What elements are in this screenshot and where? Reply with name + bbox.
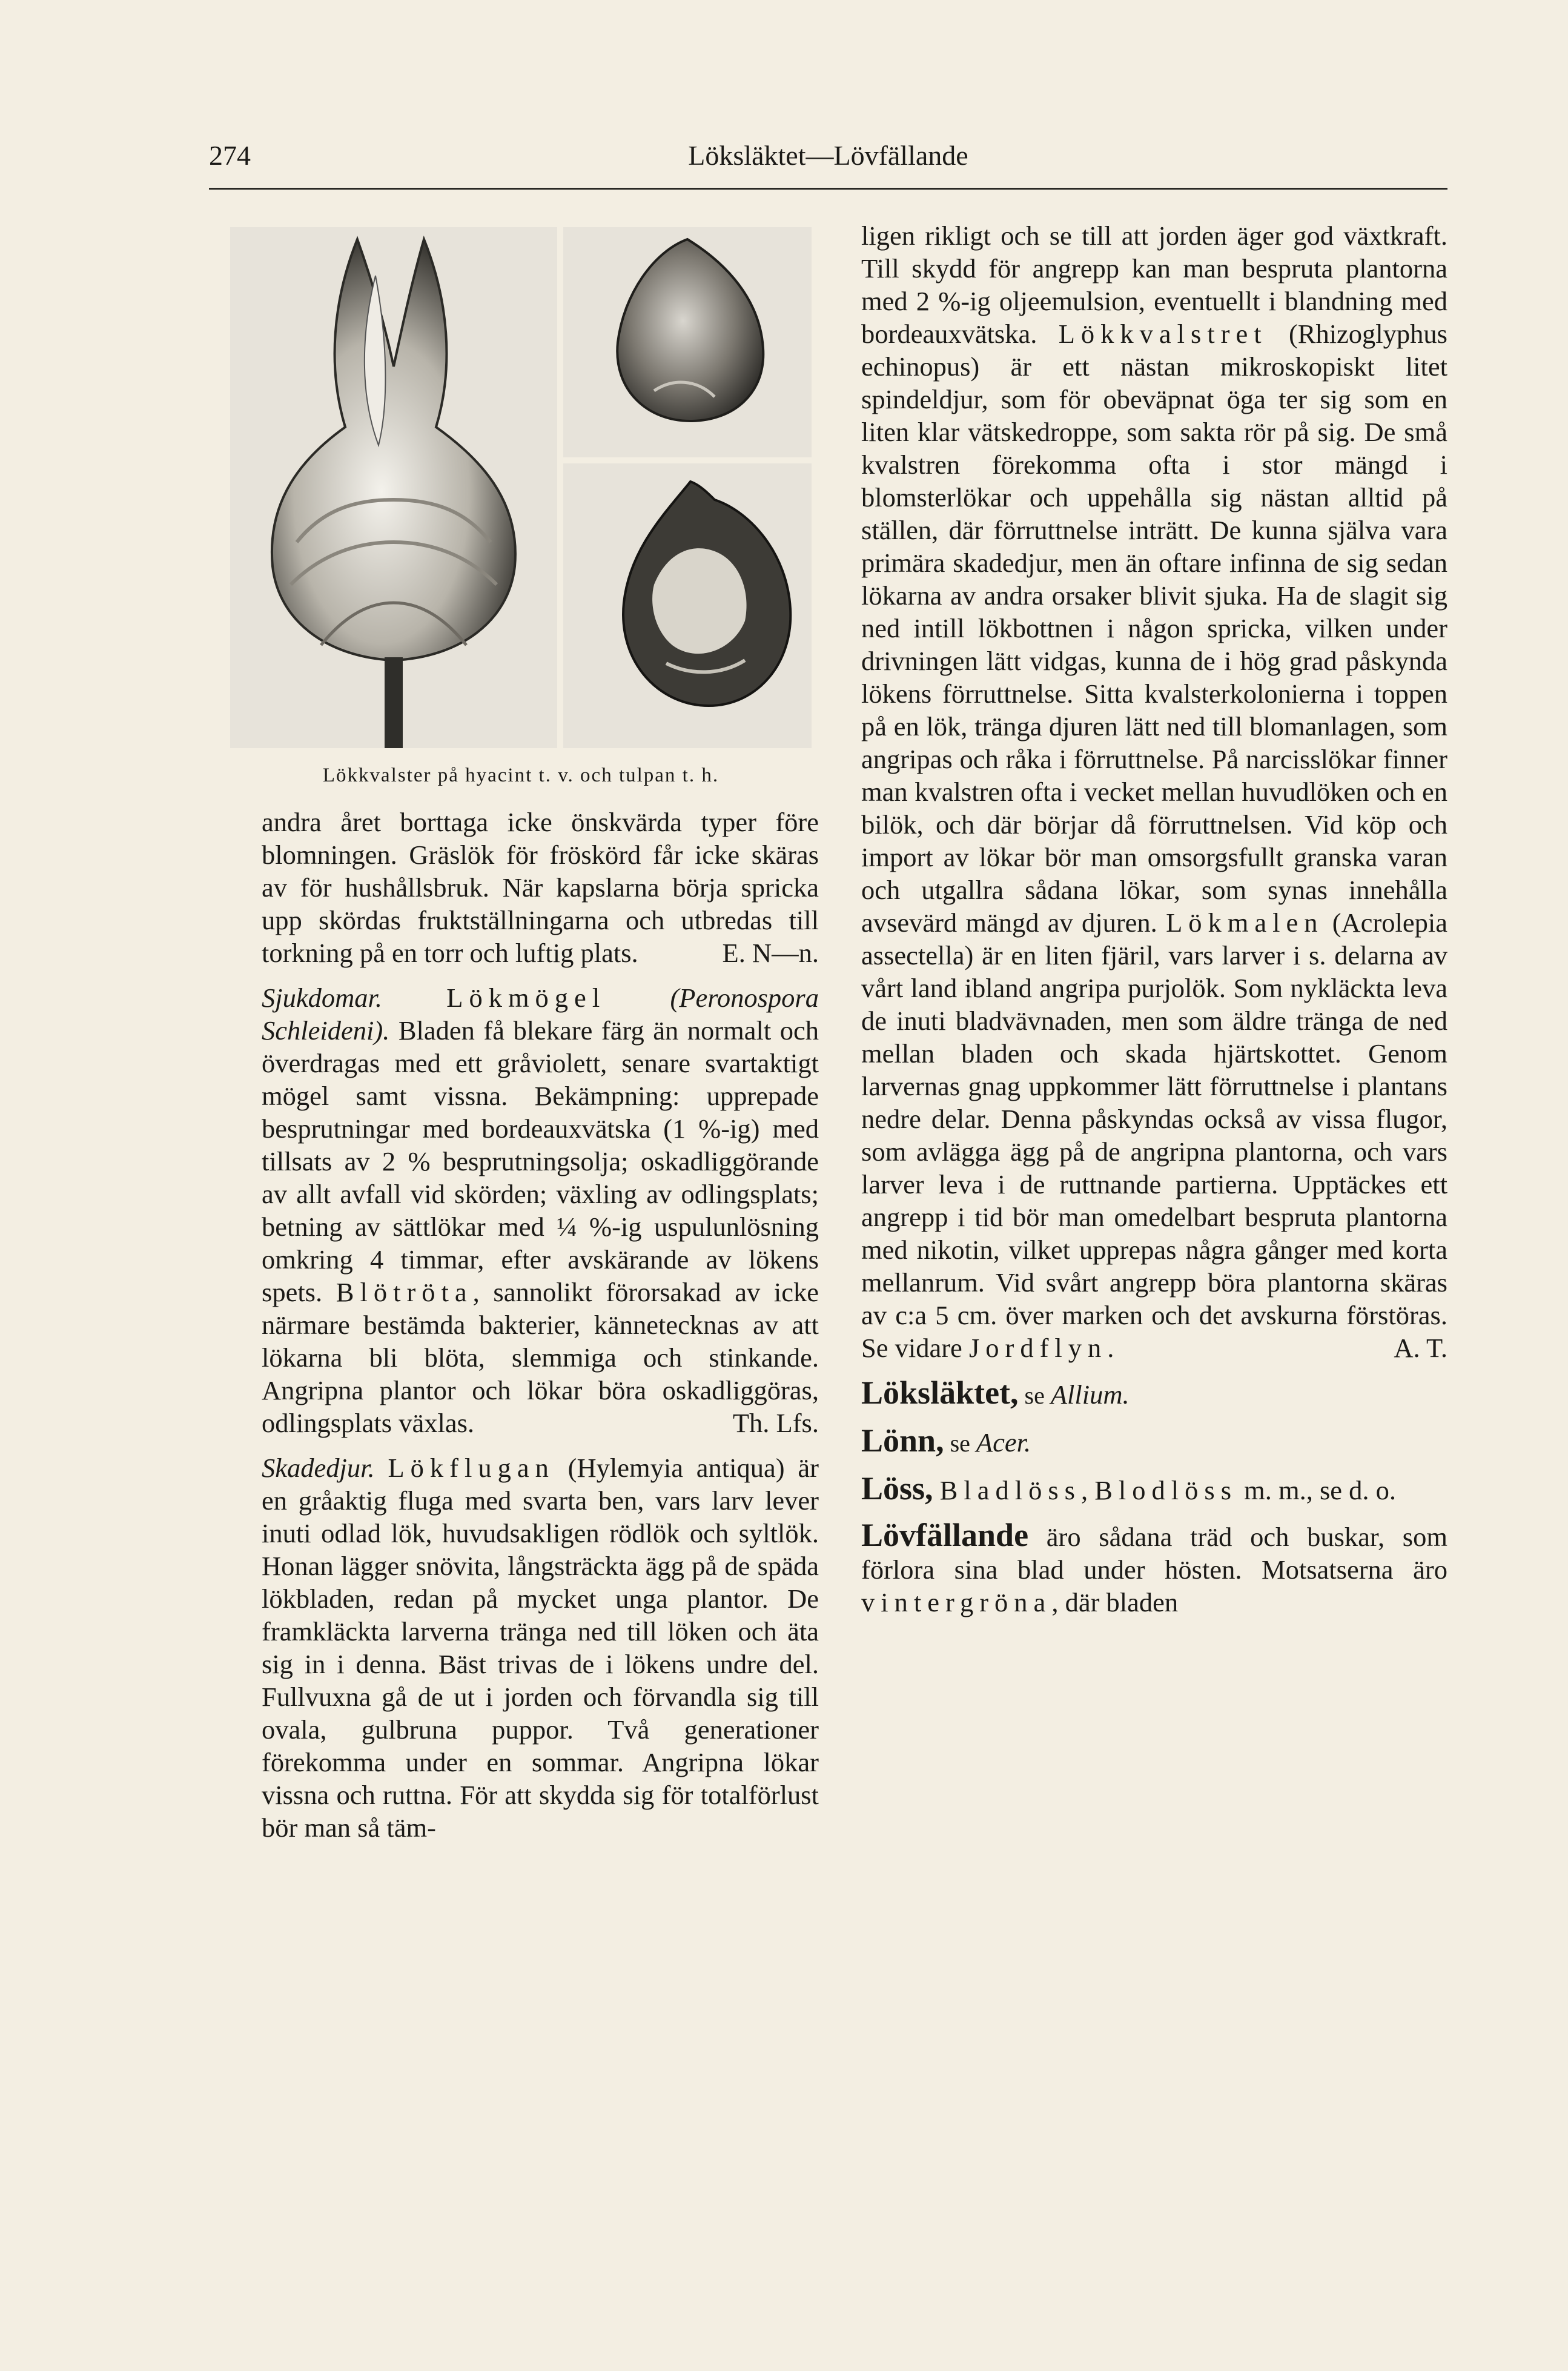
right-column xyxy=(861,219,1447,1619)
entry-loksläktet xyxy=(861,1376,1447,1412)
term: Lökmalen xyxy=(1166,907,1324,938)
author-signature: Th. Lfs. xyxy=(732,1408,819,1438)
text: Bladen få blekare färg än normalt och överdragas med ett gråviolett, senare svartaktigt mögel samt vissna. Bekämpning: upprepade besprutningar med bordeauxvätska (1 %-ig) med tillsats av 2 % besprutningsolja; oskadliggörande av allt avfall vid skörden; växling av odlingsplats; betning av sättlökar med ¼ %-ig uspulunlösning omkring 4 timmar, efter avskärande av lökens spets. xyxy=(262,1015,819,1307)
entry-headword: Lönn, xyxy=(861,1422,944,1459)
text: äro sådana träd och buskar, som förlora sina blad under hösten. Motsatserna äro xyxy=(861,1522,1447,1585)
left-column xyxy=(262,806,819,1844)
text: (Acrolepia assectella) är en liten fjäril, vars larver i s. delarna av vårt land ibland angripa purjolök. Som nykläckta leva de inuti bladvävnaden, men som äldre tränga de ned mellan bladen och skada hjärtskottet. Genom larvernas gnag uppkommer lätt förruttnelse i plantans nedre delar. Denna påskyndas också av vissa flugor, som avlägga ägg på de angripna plantorna, och vars larver leva i de ruttnande partierna. Upptäckes ett angrepp i tid bör man omedelbart bespruta plantorna med nikotin, vilket upprepas några gånger med korta mellanrum. Vid svårt angrepp böra plantorna skäras av c:a 5 cm. över marken och det avskurna förstöras. Se vidare xyxy=(861,907,1447,1363)
text: (Rhizoglyphus echinopus) är ett nästan mikroskopiskt litet spindeldjur, som för obeväpnat öga ter sig som en liten klar vätskedroppe, som sakta rör på sig. De små kvalstren förekomma ofta i stor mängd i blomsterlökar och uppehålla sig nästan alltid på ställen, där förruttnelse inträtt. De kunna själva vara primära skadedjur, men än oftare infinna de sig sedan lökarna av andra orsaker blivit sjuka. Ha de slagit sig ned intill lökbottnen i någon spricka, vilken under drivningen lätt vidgas, kunna de i hög grad påskynda lökens förruttnelse. Sitta kvalsterkolonierna i toppen på en lök, tränga djuren lätt ned till blomanlagen, som angripas och råka i förruttnelse. På narcisslökar finner man kvalstren ofta i vecket mellan huvudlöken och en bilök, och där börjar då förruttnelsen. Vid köp och import av lökar bör man omsorgsfullt granska varan och utgallra sådana lökar, som synas innehålla avsevärd mängd av djuren. xyxy=(861,319,1447,938)
cross-reference: Blodlöss xyxy=(1094,1475,1238,1505)
term: Blötröta xyxy=(336,1277,473,1307)
paragraph-intro xyxy=(262,806,819,969)
text: andra året borttaga icke önskvärda typer före blomningen. Gräslök för fröskörd får icke skäras av för hushållsbruk. När kapslarna börja spricka upp skördas fruktställningarna och utbredas till torkning på en torr och luftig plats. xyxy=(262,807,819,968)
running-head: Löksläktet—Lövfällande xyxy=(688,140,968,171)
text: , sannolikt förorsakad av icke närmare bestämda bakterier, kännetecknas av att lökarna bli blöta, slemmiga och stinkande. Angripna plantor och lökar böra oskadliggöras, odlingsplats växlas. xyxy=(262,1277,819,1438)
paragraph-mites xyxy=(861,219,1447,1364)
figure-illustration xyxy=(230,227,812,748)
page-number: 274 xyxy=(209,140,251,171)
text: ligen rikligt och se till att jorden äger god växtkraft. Till skydd för angrepp kan man bespruta plantorna med 2 %-ig oljeemulsion, eventuellt i blandning med bordeauxvätska. xyxy=(861,221,1447,349)
entry-loss xyxy=(861,1472,1447,1507)
cross-reference: Bladlöss xyxy=(939,1475,1081,1505)
term: Jordflyn. xyxy=(968,1333,1120,1363)
paragraph-diseases xyxy=(262,981,819,1439)
tulip-bulb-top xyxy=(617,239,763,421)
figure-caption: Lökkvalster på hyacint t. v. och tulpan t. h. xyxy=(322,764,719,786)
author-signature: A. T. xyxy=(1394,1333,1447,1363)
cross-reference: Acer. xyxy=(976,1427,1031,1457)
section-label: Sjukdomar. xyxy=(262,983,383,1013)
term: Lökmögel xyxy=(446,983,606,1013)
figure-photo xyxy=(230,227,812,748)
latin-name: (Peronospora Schleideni). xyxy=(262,983,819,1046)
text: m. m., se d. o. xyxy=(1237,1475,1397,1505)
section-label: Skadedjur. xyxy=(262,1453,375,1483)
paragraph-pests xyxy=(262,1451,819,1844)
page-header xyxy=(209,139,1447,190)
entry-headword: Löss, xyxy=(861,1470,933,1507)
author-signature: E. N—n. xyxy=(722,938,819,968)
text: , xyxy=(1080,1475,1095,1505)
text: se xyxy=(944,1430,976,1457)
entry-lonn xyxy=(861,1424,1447,1460)
term: Lökkvalstret xyxy=(1058,319,1268,349)
tulip-bulb-bottom xyxy=(623,482,790,706)
entry-headword: Lövfällande xyxy=(861,1517,1029,1553)
cross-reference: Allium. xyxy=(1050,1379,1130,1410)
entry-headword: Löksläktet, xyxy=(861,1375,1019,1411)
text: , där bladen xyxy=(1051,1587,1179,1617)
term: Lökflugan xyxy=(388,1453,555,1483)
text: se xyxy=(1018,1382,1051,1409)
hyacinth-bulb xyxy=(272,239,515,748)
term: vintergröna xyxy=(861,1587,1052,1617)
entry-lovfallande xyxy=(861,1519,1447,1619)
text: (Hylemyia antiqua) är en gråaktig fluga med svarta ben, vars larv lever inuti odlad lök, huvudsakligen rödlök och syltlök. Honan lägger snövita, långsträckta ägg på de späda lökbladen, redan på mycket unga plantor. De framkläckta larverna tränga ned till löken och äta sig in i denna. Bäst trivas de i lökens undre del. Fullvuxna gå de ut i jorden och förvandla sig till ovala, gulbruna puppor. Två generationer förekomma under en sommar. Angripna lökar vissna och ruttna. För att skydda sig för totalförlust bör man så täm- xyxy=(262,1453,819,1843)
